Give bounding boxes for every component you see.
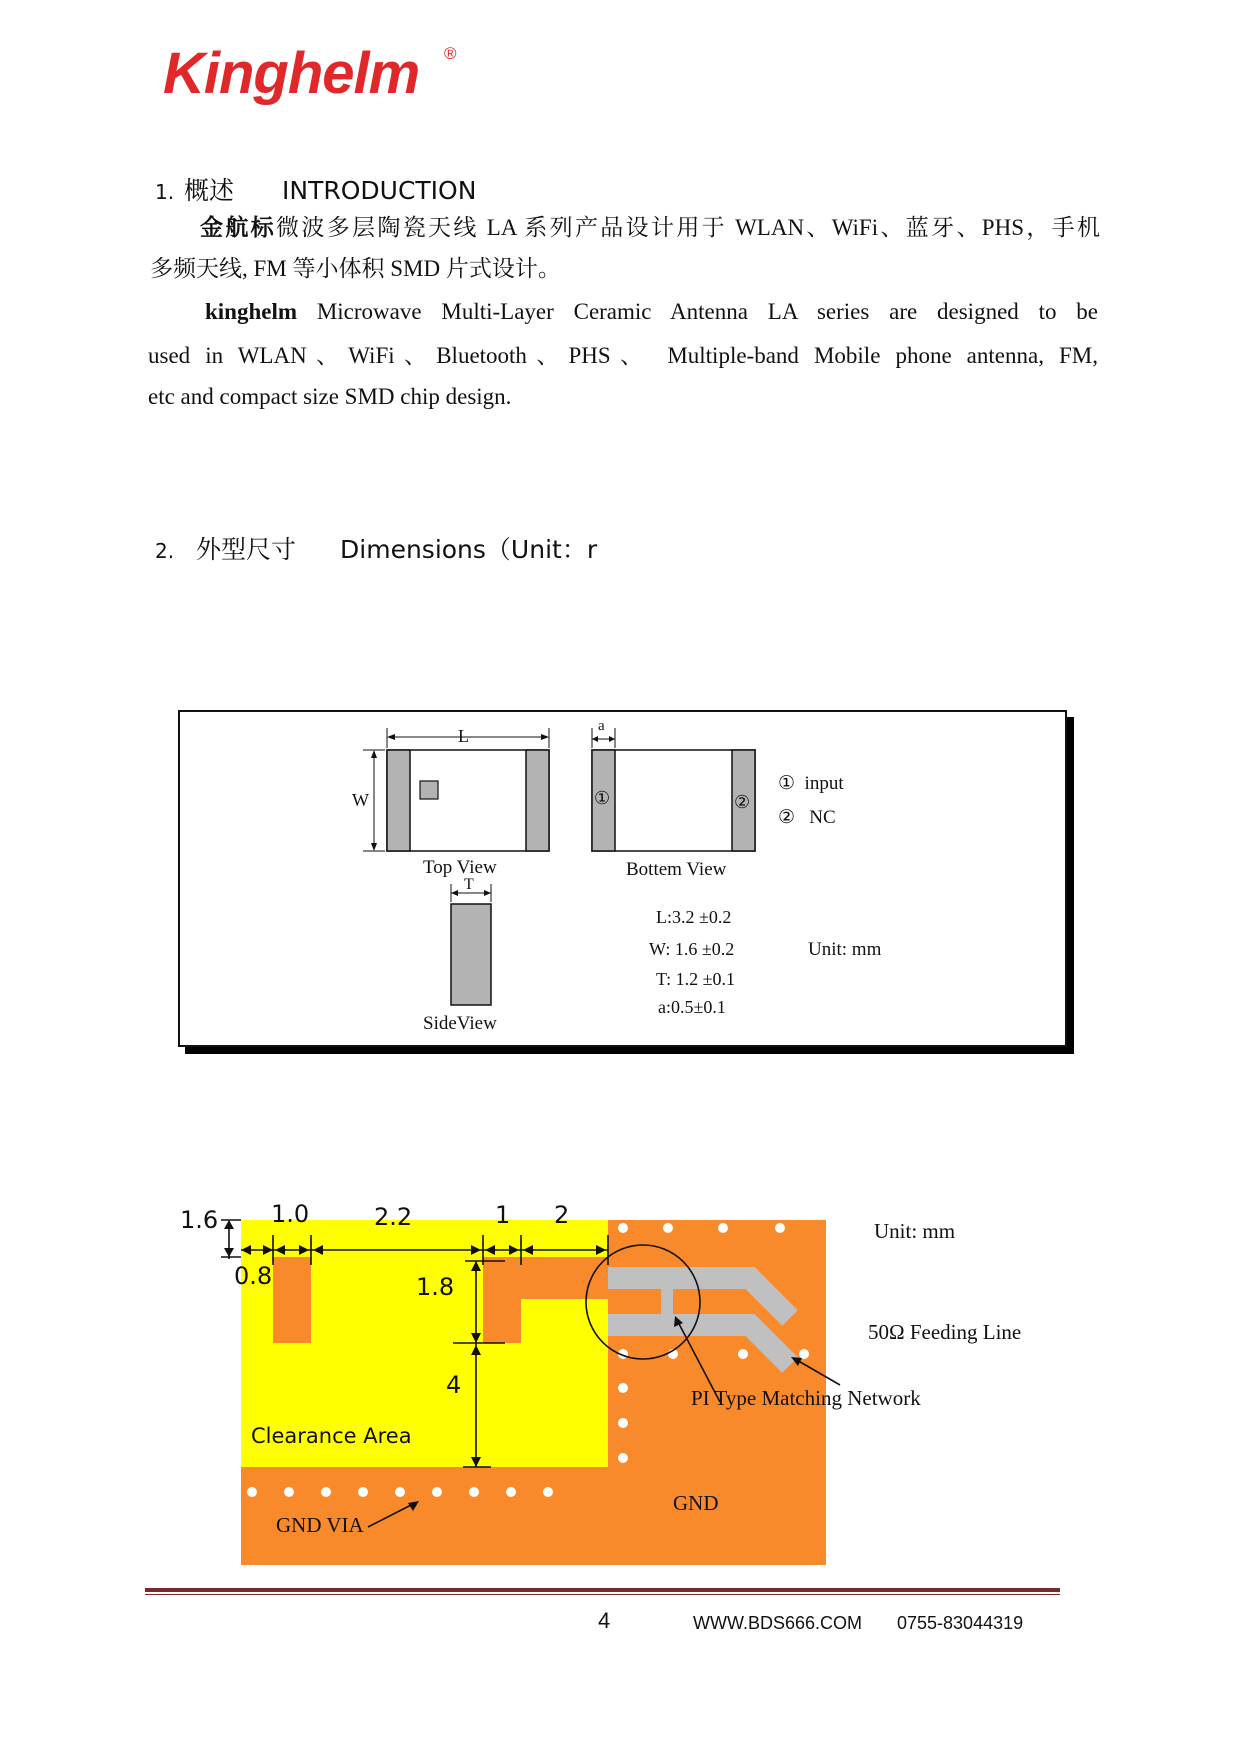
spec-T: T: 1.2 ±0.1 bbox=[656, 969, 735, 989]
pi-matching-label: PI Type Matching Network bbox=[691, 1386, 921, 1410]
bottom-view-label: Bottem View bbox=[626, 859, 727, 880]
dim-1-0: 1.0 bbox=[271, 1200, 310, 1228]
antenna-pad-left bbox=[273, 1257, 311, 1343]
label-W: W bbox=[352, 790, 369, 810]
section1-title-en: INTRODUCTION bbox=[282, 176, 477, 205]
dim-2-2: 2.2 bbox=[374, 1203, 413, 1231]
label-L: L bbox=[458, 726, 469, 746]
top-view-left-terminal bbox=[387, 750, 410, 851]
side-view-body bbox=[451, 904, 491, 1005]
dimension-diagram bbox=[178, 710, 1067, 1047]
footer-rule-thin bbox=[145, 1594, 1060, 1595]
legend-pin1-text: input bbox=[804, 773, 844, 794]
label-a: a bbox=[598, 718, 605, 734]
unit-label: Unit: mm bbox=[808, 939, 882, 960]
kinghelm-logo: Kinghelm bbox=[163, 41, 420, 106]
dim-1-8: 1.8 bbox=[416, 1273, 455, 1301]
spec-L: L:3.2 ±0.2 bbox=[656, 907, 732, 927]
orientation-mark bbox=[420, 781, 438, 799]
gnd-label: GND bbox=[673, 1491, 719, 1515]
label-T: T bbox=[464, 876, 474, 893]
dim-1-6: 1.6 bbox=[180, 1206, 219, 1234]
dim-2: 2 bbox=[554, 1201, 570, 1229]
intro-en-line1 bbox=[205, 296, 1098, 328]
section2-title-en: Dimensions（Unit：r bbox=[340, 535, 598, 564]
intro-cn-line2: 多频天线, FM 等小体积 SMD 片式设计。 bbox=[150, 256, 561, 281]
pin1-mark: ① bbox=[594, 788, 611, 808]
gnd-via-label: GND VIA bbox=[276, 1513, 364, 1537]
footer-website[interactable]: WWW.BDS666.COM bbox=[693, 1613, 863, 1633]
section2-title-cn: 外型尺寸 bbox=[196, 535, 297, 564]
legend-pin1-mark: ① bbox=[778, 773, 796, 794]
intro-en-line2: used in WLAN、WiFi、Bluetooth、PHS、 Multiple-band Mobile phone antenna, FM, bbox=[148, 343, 1098, 368]
section1-number: 1. bbox=[155, 180, 175, 204]
intro-en-brand: kinghelm bbox=[205, 299, 298, 324]
dimension-drawing bbox=[180, 712, 1065, 1045]
pcb-unit-label: Unit: mm bbox=[874, 1219, 956, 1243]
footer-phone: 0755-83044319 bbox=[897, 1613, 1024, 1633]
dim-1: 1 bbox=[495, 1201, 511, 1229]
intro-en-text1: Microwave Multi-Layer Ceramic Antenna LA series are designed to be bbox=[316, 299, 1098, 324]
intro-cn-brand: 金航标 bbox=[200, 215, 277, 240]
legend-pin1 bbox=[778, 772, 844, 795]
section2-number: 2. bbox=[155, 539, 175, 563]
registered-mark: ® bbox=[444, 44, 457, 63]
dim-4: 4 bbox=[446, 1371, 462, 1399]
intro-en-line3: etc and compact size SMD chip design. bbox=[148, 384, 512, 409]
pin2-mark: ② bbox=[734, 792, 751, 812]
dim-0-8: 0.8 bbox=[234, 1262, 273, 1290]
top-view-label: Top View bbox=[423, 857, 497, 878]
side-view-label: SideView bbox=[423, 1013, 497, 1034]
feeding-line-label: 50Ω Feeding Line bbox=[868, 1320, 1022, 1344]
footer-rule-thick bbox=[145, 1588, 1060, 1592]
intro-cn-line1 bbox=[200, 212, 1100, 244]
pi-shunt bbox=[661, 1267, 673, 1331]
feed-stub bbox=[483, 1257, 608, 1299]
top-view-body bbox=[387, 750, 549, 851]
section2-heading bbox=[155, 530, 597, 566]
legend-pin2-mark: ② bbox=[778, 807, 796, 828]
legend-pin2 bbox=[778, 806, 836, 829]
intro-cn-text1: 微波多层陶瓷天线 LA 系列产品设计用于 WLAN、WiFi、蓝牙、PHS，手机 bbox=[276, 215, 1100, 240]
legend-pin2-text: NC bbox=[809, 807, 836, 828]
clearance-area-label: Clearance Area bbox=[251, 1424, 412, 1448]
section1-heading bbox=[155, 171, 476, 207]
spec-W: W: 1.6 ±0.2 bbox=[649, 939, 735, 959]
page-number: 4 bbox=[598, 1608, 611, 1633]
spec-a: a:0.5±0.1 bbox=[658, 997, 726, 1017]
top-view-right-terminal bbox=[526, 750, 549, 851]
section1-title-cn: 概述 bbox=[184, 176, 235, 205]
bottom-view-body bbox=[592, 750, 755, 851]
